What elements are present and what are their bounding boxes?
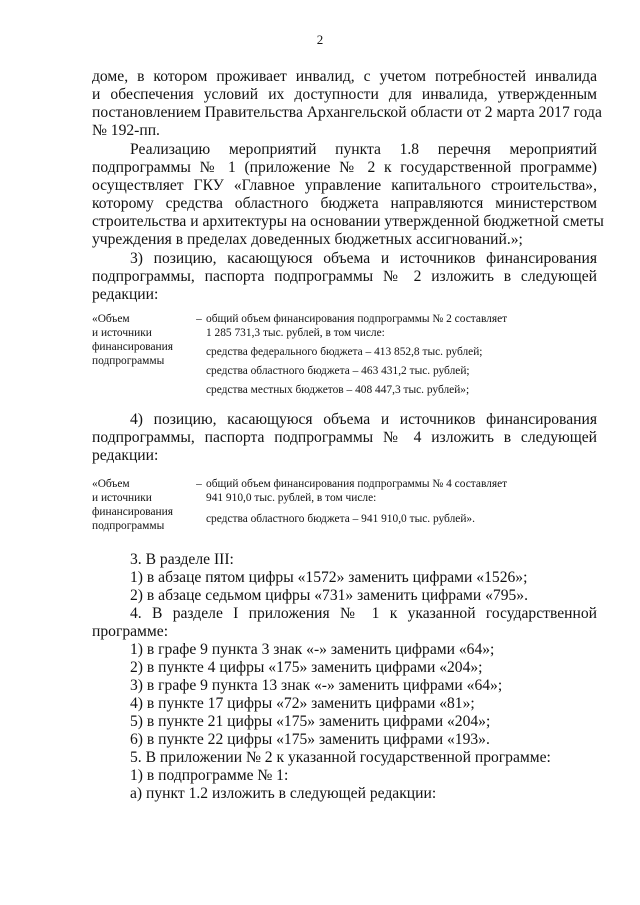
body-text-line: Реализацию мероприятий пункта 1.8 перечня мероприятий [130,141,597,158]
list-item: 6) в пункте 22 цифры «175» заменить цифрами «193». [130,731,490,748]
passport-label-line: подпрограммы [92,520,165,532]
list-item: 5) в пункте 21 цифры «175» заменить цифрами «204»; [130,713,491,730]
passport-label-line: финансирования [92,341,173,353]
passport-label-line: «Объем [92,478,130,490]
body-text-line: доме, в котором проживает инвалид, с учетом потребностей инвалида [92,68,597,85]
list-item: 1) в графе 9 пункта 3 знак «-» заменить цифрами «64»; [130,641,495,658]
passport-label-line: «Объем [92,313,130,325]
section-item: 3. В разделе III: [130,551,234,568]
list-item: 2) в пункте 4 цифры «175» заменить цифрами «204»; [130,659,483,676]
body-text-line: подпрограммы № 1 (приложение № 2 к государственной программе) [92,159,597,176]
passport-label-line: подпрограммы [92,355,165,367]
body-text-line: строительства и архитектуры на основании утвержденной бюджетной сметы [92,213,604,230]
body-text-line: и обеспечения условий их доступности для инвалида, утвержденным [92,86,597,103]
body-text-line: № 192-пп. [92,122,160,139]
page-number: 2 [316,32,324,47]
list-item: 1) в абзаце пятом цифры «1572» заменить цифрами «1526»; [130,569,528,586]
passport-value-line: общий объем финансирования подпрограммы № 2 составляет [206,313,508,325]
passport-label-line: и источники [92,492,152,504]
body-text-line: осуществляет ГКУ «Главное управление капитального строительства», [92,177,597,194]
body-text-line: редакции: [92,447,159,464]
passport-label-line: и источники [92,327,152,339]
passport-value-line: средства федерального бюджета – 413 852,8 тыс. рублей; [206,346,483,358]
section-item: 5. В приложении № 2 к указанной государственной программе: [130,749,551,766]
passport-dash: – [196,313,202,325]
passport-value-line: общий объем финансирования подпрограммы № 4 составляет [206,478,508,490]
section-item: программе: [92,623,169,640]
passport-value-line: 1 285 731,3 тыс. рублей, в том числе: [206,327,385,339]
body-text-line: редакции: [92,286,159,303]
body-text-line: 4) позицию, касающуюся объема и источников финансирования [130,411,597,428]
list-item: 2) в абзаце седьмом цифры «731» заменить цифрами «795». [130,587,528,604]
passport-value-line: 941 910,0 тыс. рублей, в том числе: [206,492,377,504]
body-text-line: подпрограммы, паспорта подпрограммы № 2 изложить в следующей [92,268,597,285]
list-item: 4) в пункте 17 цифры «72» заменить цифрами «81»; [130,695,475,712]
passport-label-line: финансирования [92,506,173,518]
list-item: 1) в подпрограмме № 1: [130,767,289,784]
body-text-line: подпрограммы, паспорта подпрограммы № 4 изложить в следующей [92,429,597,446]
section-item: 4. В разделе I приложения № 1 к указанной государственной [130,605,597,622]
list-item: 3) в графе 9 пункта 13 знак «-» заменить цифрами «64»; [130,677,503,694]
body-text-line: учреждения в пределах доведенных бюджетных ассигнований.»; [92,231,523,248]
body-text-line: постановлением Правительства Архангельской области от 2 марта 2017 года [92,104,602,121]
body-text-line: которому средства областного бюджета направляются министерством [92,195,597,212]
passport-value-line: средства областного бюджета – 463 431,2 тыс. рублей; [206,365,470,377]
passport-dash: – [196,478,202,490]
passport-value-line: средства областного бюджета – 941 910,0 тыс. рублей». [206,513,475,525]
passport-value-line: средства местных бюджетов – 408 447,3 тыс. рублей»; [206,384,470,396]
body-text-line: 3) позицию, касающуюся объема и источников финансирования [130,250,597,267]
list-item: а) пункт 1.2 изложить в следующей редакции: [130,785,437,802]
